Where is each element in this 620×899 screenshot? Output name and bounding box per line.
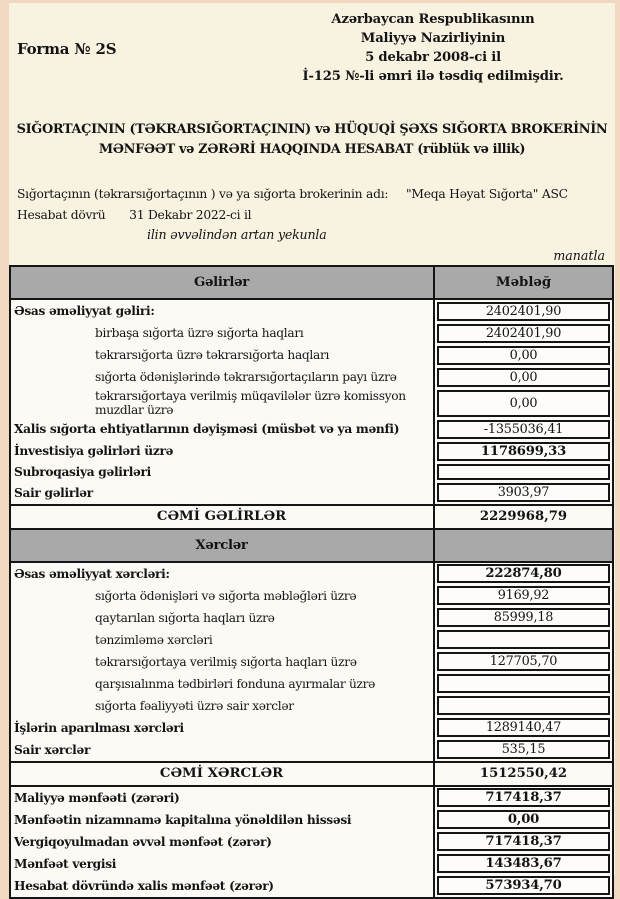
row-value: 143483,67: [437, 854, 610, 873]
row-value-cell: [435, 695, 612, 717]
row-label: qarşısıalınma tədbirləri fonduna ayırmalar üzrə: [11, 673, 435, 695]
row-value-cell: [435, 418, 612, 440]
row-value: 717418,37: [437, 832, 610, 851]
insurer-name-value: "Meqa Həyat Sığorta" ASC: [405, 187, 568, 201]
row-label: Subroqasiya gəlirləri: [11, 462, 435, 482]
expense-rows-section: [11, 563, 612, 761]
row-value: 535,15: [437, 740, 610, 759]
document-header: [9, 3, 615, 86]
row-label: Sair xərclər: [11, 739, 435, 761]
row-value: [437, 630, 610, 649]
row-value: 1178699,33: [437, 442, 610, 461]
row-value-cell: [435, 673, 612, 695]
reporting-period-label: Hesabat dövrü: [17, 208, 106, 222]
expense-row: [11, 739, 612, 761]
row-label: birbaşa sığorta üzrə sığorta haqları: [11, 322, 435, 344]
row-value-cell: [435, 651, 612, 673]
row-label: təkrarsığortaya verilmiş müqavilələr üzrə komissyon muzdlar üzrə: [11, 388, 435, 418]
document-page: [9, 3, 615, 893]
row-value-cell: [435, 585, 612, 607]
expense-row: [11, 695, 612, 717]
row-value: 9169,92: [437, 586, 610, 605]
income-row: [11, 300, 612, 322]
income-row: [11, 366, 612, 388]
row-value: [437, 696, 610, 715]
row-label: tənzimləmə xərcləri: [11, 629, 435, 651]
income-rows-section: [11, 300, 612, 504]
income-row: [11, 440, 612, 462]
income-row: [11, 418, 612, 440]
report-title-line-2: MƏNFƏƏT və ZƏRƏRİ HAQQINDA HESABAT (rüblük və illik): [98, 142, 526, 157]
approval-note: [265, 10, 601, 86]
summary-row: [11, 853, 612, 875]
reporting-period-line: [17, 205, 615, 226]
row-value-cell: [435, 366, 612, 388]
income-total-row: [11, 504, 612, 530]
report-info: [17, 184, 615, 226]
row-label: Hesabat dövründə xalis mənfəət (zərər): [11, 875, 435, 897]
insurer-name-line: [17, 184, 615, 205]
row-value-cell: [435, 388, 612, 418]
report-title-line-1: SIĞORTAÇININ (TƏKRARSIĞORTAÇININ) və HÜQUQİ ŞƏXS SIĞORTA BROKERİNİN: [16, 122, 608, 137]
row-value: 0,00: [437, 346, 610, 365]
row-label: qaytarılan sığorta haqları üzrə: [11, 607, 435, 629]
expense-total-value: 1512550,42: [479, 766, 568, 781]
currency-note: manatla: [553, 248, 605, 263]
row-label: sığorta ödənişlərində təkrarsığortaçıların payı üzrə: [11, 366, 435, 388]
row-value: 0,00: [437, 368, 610, 387]
expense-total-label: CƏMİ XƏRCLƏR: [11, 763, 435, 785]
expense-row: [11, 607, 612, 629]
row-value: 1289140,47: [437, 718, 610, 737]
row-label: təkrarsığorta üzrə təkrarsığorta haqları: [11, 344, 435, 366]
row-value: 3903,97: [437, 483, 610, 502]
row-value: 0,00: [437, 390, 610, 417]
expense-column-header: Xərclər: [11, 530, 435, 561]
expense-row: [11, 717, 612, 739]
income-total-label: CƏMİ GƏLİRLƏR: [11, 506, 435, 528]
row-value-cell: [435, 853, 612, 875]
income-row: [11, 322, 612, 344]
expense-row: [11, 651, 612, 673]
row-label: İşlərin aparılması xərcləri: [11, 717, 435, 739]
row-label: Xalis sığorta ehtiyatlarının dəyişməsi (müsbət və ya mənfi): [11, 418, 435, 440]
expense-row: [11, 585, 612, 607]
row-value: 2402401,90: [437, 324, 610, 343]
row-value: 717418,37: [437, 788, 610, 807]
row-label: Mənfəət vergisi: [11, 853, 435, 875]
approval-line-2: Maliyyə Nazirliyinin: [360, 31, 506, 46]
approval-line-1: Azərbaycan Respublikasının: [331, 12, 535, 27]
report-title: [9, 120, 615, 160]
row-value-cell: [435, 875, 612, 897]
expense-total-row: [11, 761, 612, 787]
row-value-cell: [435, 322, 612, 344]
row-value-cell: [435, 629, 612, 651]
approval-line-4: İ-125 №-li əmri ilə təsdiq edilmişdir.: [302, 69, 564, 84]
expense-row: [11, 563, 612, 585]
row-value: 2402401,90: [437, 302, 610, 321]
row-value-cell: [435, 809, 612, 831]
expense-row: [11, 629, 612, 651]
income-row: [11, 462, 612, 482]
income-row: [11, 388, 612, 418]
income-column-header: Gəlirlər: [11, 267, 435, 298]
row-label: İnvestisiya gəlirləri üzrə: [11, 440, 435, 462]
summary-rows-section: [11, 787, 612, 897]
row-label: sığorta fəaliyyəti üzrə sair xərclər: [11, 695, 435, 717]
amount-column-header: Məbləğ: [495, 275, 552, 290]
expense-row: [11, 673, 612, 695]
row-label: sığorta ödənişləri və sığorta məbləğləri üzrə: [11, 585, 435, 607]
expense-header-row: [11, 530, 612, 563]
reporting-period-value: 31 Dekabr 2022-ci il: [129, 208, 252, 222]
row-label: Əsas əməliyyat xərcləri:: [11, 563, 435, 585]
row-label: Vergiqoyulmadan əvvəl mənfəət (zərər): [11, 831, 435, 853]
row-label: Mənfəətin nizamnamə kapitalına yönəldilən hissəsi: [11, 809, 435, 831]
row-value-cell: [435, 717, 612, 739]
row-value-cell: [435, 482, 612, 504]
expense-header-amount-cell: [435, 530, 612, 561]
row-value-cell: [435, 344, 612, 366]
row-value-cell: [435, 739, 612, 761]
summary-row: [11, 787, 612, 809]
approval-line-3: 5 dekabr 2008-ci il: [365, 50, 501, 65]
row-label: təkrarsığortaya verilmiş sığorta haqları üzrə: [11, 651, 435, 673]
row-value-cell: [435, 787, 612, 809]
income-row: [11, 344, 612, 366]
form-number: Forma № 2S: [17, 40, 117, 58]
row-value-cell: [435, 563, 612, 585]
income-header-row: [11, 267, 612, 300]
cumulative-note: ilin əvvəlindən artan yekunla: [147, 227, 327, 242]
row-value: 0,00: [437, 810, 610, 829]
summary-row: [11, 809, 612, 831]
income-row: [11, 482, 612, 504]
row-value: [437, 464, 610, 481]
profit-loss-table: [9, 265, 614, 899]
row-label: Sair gəlirlər: [11, 482, 435, 504]
row-value: 85999,18: [437, 608, 610, 627]
row-value: 573934,70: [437, 876, 610, 895]
row-value: [437, 674, 610, 693]
summary-row: [11, 875, 612, 897]
income-total-value: 2229968,79: [479, 509, 568, 524]
row-value-cell: [435, 607, 612, 629]
row-label: Əsas əməliyyat gəliri:: [11, 300, 435, 322]
row-label: Maliyyə mənfəəti (zərəri): [11, 787, 435, 809]
row-value-cell: [435, 462, 612, 482]
row-value: 222874,80: [437, 564, 610, 583]
row-value-cell: [435, 300, 612, 322]
summary-row: [11, 831, 612, 853]
row-value-cell: [435, 831, 612, 853]
insurer-name-label: Sığortaçının (təkrarsığortaçının ) və ya sığorta brokerinin adı:: [17, 187, 389, 201]
row-value-cell: [435, 440, 612, 462]
row-value: 127705,70: [437, 652, 610, 671]
row-value: -1355036,41: [437, 420, 610, 439]
